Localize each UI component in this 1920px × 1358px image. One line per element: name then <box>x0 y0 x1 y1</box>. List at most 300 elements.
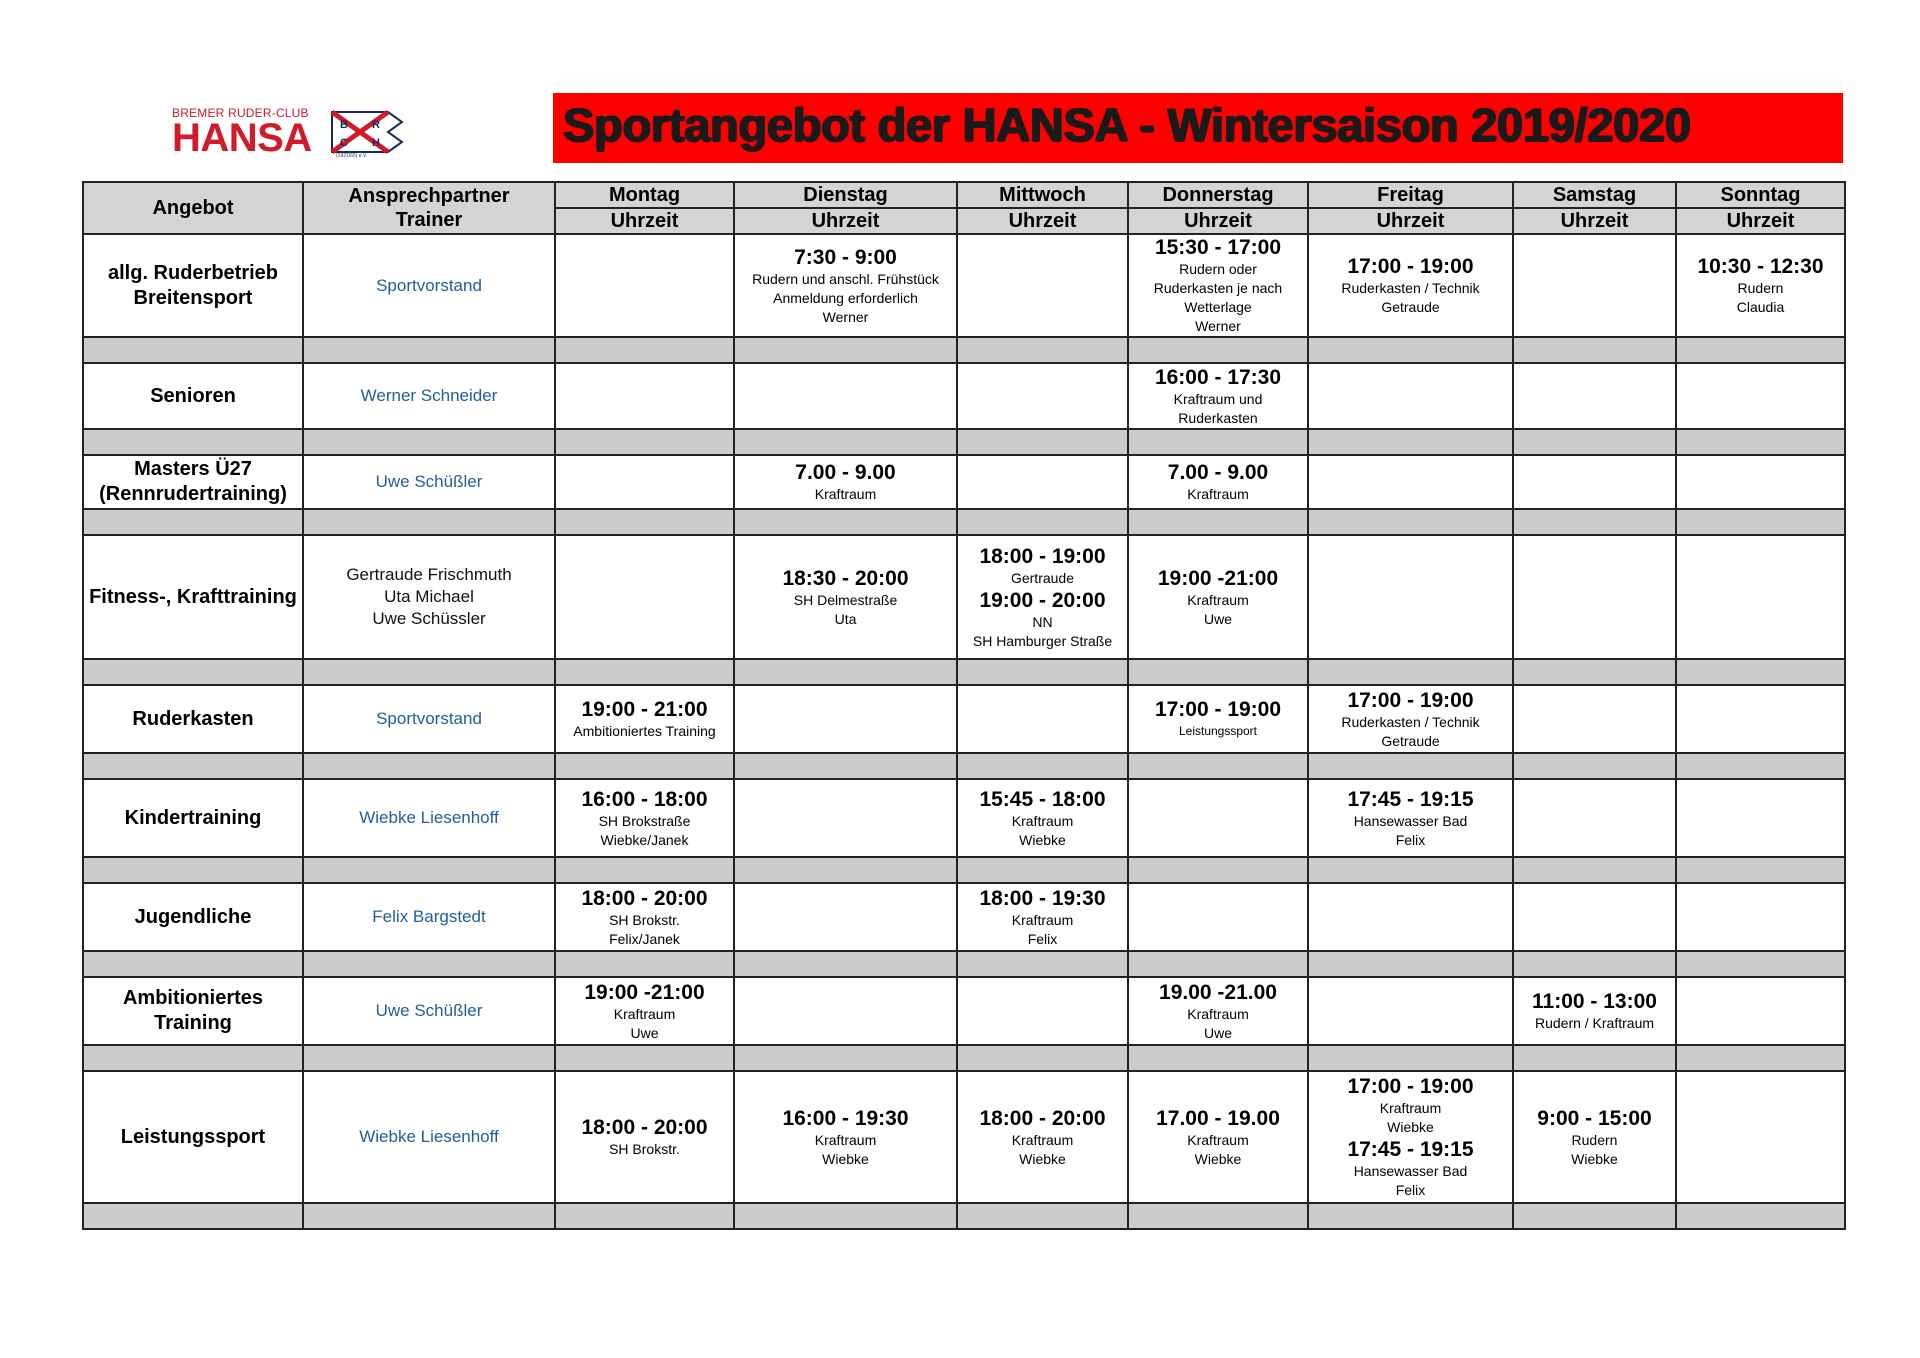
slot-cell-donnerstag <box>1128 1071 1308 1203</box>
separator-cell <box>1513 429 1676 455</box>
slot-cell-samstag <box>1513 883 1676 951</box>
slot-detail: Werner <box>822 308 869 325</box>
header-day-montag: Montag <box>555 182 734 208</box>
separator-cell <box>1128 951 1308 977</box>
separator-cell <box>303 753 555 779</box>
separator-cell <box>303 429 555 455</box>
slot-cell-mittwoch <box>957 883 1128 951</box>
separator-cell <box>957 1045 1128 1071</box>
table-row <box>83 1071 1845 1203</box>
svg-text:R: R <box>372 119 380 131</box>
table-row <box>83 685 1845 753</box>
slot-cell-mittwoch <box>957 685 1128 753</box>
separator-cell <box>1513 951 1676 977</box>
time-slot <box>1309 1074 1512 1137</box>
trainer-cell: Wiebke Liesenhoff <box>303 779 555 857</box>
slot-detail: Kraftraum <box>1187 486 1249 502</box>
separator-row <box>83 1045 1845 1071</box>
slot-time: 16:00 - 17:30 <box>1154 365 1282 389</box>
separator-cell <box>1308 337 1513 363</box>
separator-cell <box>1128 337 1308 363</box>
header-day-samstag: Samstag <box>1513 182 1676 208</box>
time-slot <box>556 787 733 850</box>
separator-cell <box>303 1045 555 1071</box>
slot-time: 18:00 - 19:00 <box>979 544 1106 568</box>
time-slot <box>1129 697 1307 741</box>
category-cell: Kindertraining <box>83 779 303 857</box>
category-cell: Jugendliche <box>83 883 303 951</box>
slot-time: 19:00 -21:00 <box>1157 566 1279 590</box>
trainer-cell: Werner Schneider <box>303 363 555 429</box>
slot-detail: Felix <box>1395 1182 1426 1198</box>
slot-time: 7.00 - 9.00 <box>1167 461 1269 484</box>
slot-detail: Wiebke <box>1387 1119 1434 1135</box>
separator-cell <box>1128 509 1308 535</box>
slot-detail: Ruderkasten <box>1178 409 1258 426</box>
time-slot <box>958 1106 1127 1169</box>
separator-cell <box>83 659 303 685</box>
slot-cell-montag <box>555 234 734 337</box>
slot-cell-samstag <box>1513 1071 1676 1203</box>
separator-cell <box>83 429 303 455</box>
separator-cell <box>1513 1203 1676 1229</box>
separator-cell <box>555 337 734 363</box>
slot-cell-dienstag <box>734 685 957 753</box>
slot-cell-freitag <box>1308 779 1513 857</box>
table-row <box>83 234 1845 337</box>
time-slot <box>1129 460 1307 504</box>
slot-detail: Rudern <box>1571 1131 1618 1148</box>
separator-cell <box>1308 1203 1513 1229</box>
slot-time: 7:30 - 9:00 <box>794 245 897 269</box>
slot-detail: Kraftraum <box>1187 1005 1249 1022</box>
separator-cell <box>1128 1203 1308 1229</box>
slot-cell-montag <box>555 363 734 429</box>
category-cell: Senioren <box>83 363 303 429</box>
slot-detail: Kraftraum und <box>1173 390 1263 407</box>
slot-detail: Wiebke/Janek <box>600 831 689 848</box>
time-slot <box>1309 688 1512 751</box>
slot-cell-donnerstag <box>1128 535 1308 659</box>
separator-cell <box>1676 429 1845 455</box>
slot-time: 18:00 - 20:00 <box>581 1116 708 1139</box>
slot-detail: Werner <box>1195 318 1241 334</box>
separator-row <box>83 509 1845 535</box>
slot-detail: Ambitioniertes Training <box>573 723 716 739</box>
slot-cell-dienstag <box>734 1071 957 1203</box>
slot-cell-donnerstag <box>1128 455 1308 509</box>
slot-detail: Uwe <box>630 1024 659 1041</box>
separator-cell <box>555 429 734 455</box>
separator-cell <box>1676 951 1845 977</box>
category-cell: Fitness-, Krafttraining <box>83 535 303 659</box>
separator-cell <box>303 659 555 685</box>
time-slot <box>1129 235 1307 336</box>
header-uhrzeit: Uhrzeit <box>1128 208 1308 234</box>
separator-cell <box>1513 753 1676 779</box>
slot-time: 17:45 - 19:15 <box>1347 1138 1474 1161</box>
slot-time: 19:00 - 21:00 <box>581 698 708 721</box>
header-uhrzeit: Uhrzeit <box>734 208 957 234</box>
slot-time: 18:00 - 19:30 <box>979 886 1106 910</box>
separator-cell <box>303 337 555 363</box>
separator-cell <box>957 753 1128 779</box>
separator-row <box>83 337 1845 363</box>
slot-cell-donnerstag <box>1128 779 1308 857</box>
slot-cell-mittwoch <box>957 234 1128 337</box>
separator-cell <box>734 1045 957 1071</box>
time-slot <box>1129 566 1307 629</box>
trainer-cell: Wiebke Liesenhoff <box>303 1071 555 1203</box>
slot-cell-montag <box>555 535 734 659</box>
slot-detail: Wiebke <box>1019 1150 1066 1167</box>
separator-cell <box>555 951 734 977</box>
slot-cell-mittwoch <box>957 535 1128 659</box>
slot-cell-sonntag <box>1676 455 1845 509</box>
separator-cell <box>1513 857 1676 883</box>
separator-row <box>83 429 1845 455</box>
separator-cell <box>734 753 957 779</box>
slot-cell-montag <box>555 883 734 951</box>
time-slot <box>1129 1106 1307 1169</box>
slot-cell-mittwoch <box>957 779 1128 857</box>
header-uhrzeit: Uhrzeit <box>1308 208 1513 234</box>
time-slot <box>1514 989 1675 1033</box>
separator-cell <box>734 509 957 535</box>
slot-time: 17:00 - 19:00 <box>1347 688 1474 712</box>
table-row <box>83 535 1845 659</box>
category-cell: Masters Ü27 (Rennrudertraining) <box>83 455 303 509</box>
separator-cell <box>957 1203 1128 1229</box>
slot-detail: SH Delmestraße <box>793 591 898 608</box>
slot-detail: SH Hamburger Straße <box>972 632 1113 649</box>
separator-cell <box>1676 753 1845 779</box>
slot-cell-sonntag <box>1676 977 1845 1045</box>
slot-cell-sonntag <box>1676 685 1845 753</box>
slot-detail: Kraftraum <box>814 1131 877 1148</box>
slot-cell-freitag <box>1308 977 1513 1045</box>
slot-detail: Felix <box>1027 930 1058 947</box>
separator-cell <box>1676 659 1845 685</box>
slot-cell-dienstag <box>734 883 957 951</box>
header-angebot: Angebot <box>83 182 303 234</box>
slot-time: 18:00 - 20:00 <box>979 1106 1106 1130</box>
slot-cell-dienstag <box>734 234 957 337</box>
slot-cell-freitag <box>1308 363 1513 429</box>
separator-cell <box>734 951 957 977</box>
header-uhrzeit: Uhrzeit <box>957 208 1128 234</box>
separator-cell <box>1128 857 1308 883</box>
separator-cell <box>1128 429 1308 455</box>
slot-cell-mittwoch <box>957 363 1128 429</box>
trainer-cell: Sportvorstand <box>303 234 555 337</box>
slot-detail: Gertraude <box>1010 569 1075 586</box>
separator-cell <box>555 857 734 883</box>
svg-text:C: C <box>340 137 348 149</box>
slot-time: 17:00 - 19:00 <box>1154 698 1282 721</box>
slot-cell-freitag <box>1308 883 1513 951</box>
separator-cell <box>957 951 1128 977</box>
slot-detail: SH Brokstr. <box>609 911 680 928</box>
club-flag-icon <box>330 108 404 158</box>
separator-cell <box>1308 659 1513 685</box>
slot-cell-montag <box>555 977 734 1045</box>
slot-detail: Hansewasser Bad <box>1353 1163 1468 1179</box>
slot-detail: Uta <box>834 610 857 627</box>
separator-cell <box>83 857 303 883</box>
slot-detail: Kraftraum <box>1011 1131 1074 1148</box>
slot-cell-donnerstag <box>1128 685 1308 753</box>
time-slot <box>958 544 1127 588</box>
separator-cell <box>555 509 734 535</box>
category-cell: Ambitioniertes Training <box>83 977 303 1045</box>
slot-detail: NN <box>1032 613 1053 630</box>
time-slot <box>556 1115 733 1159</box>
separator-row <box>83 1203 1845 1229</box>
slot-cell-donnerstag <box>1128 363 1308 429</box>
separator-cell <box>1308 429 1513 455</box>
slot-cell-samstag <box>1513 535 1676 659</box>
slot-cell-donnerstag <box>1128 977 1308 1045</box>
slot-cell-samstag <box>1513 977 1676 1045</box>
slot-cell-sonntag <box>1676 535 1845 659</box>
separator-cell <box>734 857 957 883</box>
svg-text:(1921/65) e.V.: (1921/65) e.V. <box>336 153 368 158</box>
trainer-cell: Felix Bargstedt <box>303 883 555 951</box>
slot-detail: Ruderkasten je nach <box>1153 280 1283 296</box>
slot-cell-dienstag <box>734 977 957 1045</box>
slot-cell-sonntag <box>1676 234 1845 337</box>
separator-cell <box>734 1203 957 1229</box>
slot-detail: Uwe <box>1203 610 1232 627</box>
slot-cell-samstag <box>1513 234 1676 337</box>
time-slot <box>1677 254 1844 317</box>
slot-time: 17:45 - 19:15 <box>1347 787 1474 811</box>
table-row <box>83 363 1845 429</box>
separator-cell <box>83 1045 303 1071</box>
separator-cell <box>1676 337 1845 363</box>
slot-time: 7.00 - 9.00 <box>795 461 896 484</box>
slot-cell-samstag <box>1513 685 1676 753</box>
separator-cell <box>1676 857 1845 883</box>
time-slot <box>1309 787 1512 850</box>
separator-cell <box>957 857 1128 883</box>
separator-row <box>83 857 1845 883</box>
club-logo <box>172 106 412 162</box>
slot-detail: Getraude <box>1381 299 1440 315</box>
slot-cell-samstag <box>1513 779 1676 857</box>
table-row <box>83 779 1845 857</box>
trainer-cell: Uwe Schüßler <box>303 977 555 1045</box>
slot-detail: Ruderkasten / Technik <box>1341 280 1480 296</box>
separator-cell <box>1676 1203 1845 1229</box>
slot-cell-freitag <box>1308 234 1513 337</box>
separator-row <box>83 753 1845 779</box>
slot-cell-freitag <box>1308 455 1513 509</box>
svg-text:B: B <box>340 119 348 131</box>
header-day-freitag: Freitag <box>1308 182 1513 208</box>
slot-time: 9:00 - 15:00 <box>1537 1106 1652 1130</box>
separator-cell <box>734 659 957 685</box>
time-slot <box>1309 1137 1512 1200</box>
slot-detail: Ruderkasten / Technik <box>1341 713 1480 730</box>
slot-detail: Rudern / Kraftraum <box>1534 1015 1655 1031</box>
separator-row <box>83 659 1845 685</box>
slot-time: 18:00 - 20:00 <box>581 886 708 910</box>
time-slot <box>1129 365 1307 428</box>
slot-cell-montag <box>555 685 734 753</box>
slot-cell-dienstag <box>734 363 957 429</box>
slot-detail: Kraftraum <box>1187 591 1249 608</box>
category-cell: Leistungssport <box>83 1071 303 1203</box>
slot-time: 19:00 -21:00 <box>584 980 705 1004</box>
header-uhrzeit: Uhrzeit <box>1513 208 1676 234</box>
page-title: Sportangebot der HANSA - Wintersaison 2019/2020 <box>563 98 1691 151</box>
separator-cell <box>1308 1045 1513 1071</box>
slot-detail: Wetterlage <box>1184 299 1252 315</box>
slot-time: 17:00 - 19:00 <box>1347 255 1474 278</box>
slot-cell-mittwoch <box>957 455 1128 509</box>
time-slot <box>735 245 956 327</box>
header-uhrzeit: Uhrzeit <box>555 208 734 234</box>
separator-cell <box>1128 753 1308 779</box>
slot-detail: Kraftraum <box>613 1005 676 1022</box>
category-cell: Ruderkasten <box>83 685 303 753</box>
separator-cell <box>83 337 303 363</box>
slot-cell-montag <box>555 779 734 857</box>
separator-cell <box>1308 509 1513 535</box>
slot-cell-freitag <box>1308 535 1513 659</box>
separator-cell <box>1513 337 1676 363</box>
separator-cell <box>555 1203 734 1229</box>
slot-detail: Kraftraum <box>814 486 877 502</box>
separator-cell <box>1128 1045 1308 1071</box>
slot-detail: Claudia <box>1736 299 1785 315</box>
slot-cell-montag <box>555 455 734 509</box>
slot-time: 19:00 - 20:00 <box>979 588 1106 612</box>
header-trainer-line2: Trainer <box>395 209 463 231</box>
slot-cell-mittwoch <box>957 977 1128 1045</box>
trainer-cell: Sportvorstand <box>303 685 555 753</box>
trainer-cell: Uwe Schüßler <box>303 455 555 509</box>
header-row-days <box>83 182 1845 208</box>
slot-time: 17:00 - 19:00 <box>1347 1075 1474 1098</box>
slot-cell-dienstag <box>734 535 957 659</box>
separator-cell <box>1128 659 1308 685</box>
separator-cell <box>303 509 555 535</box>
separator-cell <box>303 951 555 977</box>
separator-row <box>83 951 1845 977</box>
logo-club-name: BREMER RUDER-CLUB <box>172 106 309 120</box>
time-slot <box>958 588 1127 651</box>
separator-cell <box>1308 753 1513 779</box>
slot-detail: Rudern <box>1737 280 1784 296</box>
slot-detail: SH Brokstr. <box>609 1141 680 1157</box>
category-cell: allg. Ruderbetrieb Breitensport <box>83 234 303 337</box>
separator-cell <box>1513 659 1676 685</box>
slot-detail: Rudern und anschl. Frühstück <box>752 270 939 287</box>
table-row <box>83 977 1845 1045</box>
slot-time: 17.00 - 19.00 <box>1156 1106 1280 1130</box>
time-slot <box>735 1106 956 1169</box>
slot-cell-sonntag <box>1676 363 1845 429</box>
title-banner <box>553 93 1843 163</box>
slot-cell-freitag <box>1308 1071 1513 1203</box>
slot-cell-dienstag <box>734 455 957 509</box>
time-slot <box>958 886 1127 949</box>
slot-time: 18:30 - 20:00 <box>782 566 909 590</box>
separator-cell <box>83 951 303 977</box>
time-slot <box>958 787 1127 850</box>
separator-cell <box>957 337 1128 363</box>
slot-time: 11:00 - 13:00 <box>1532 990 1657 1013</box>
slot-detail: Wiebke <box>822 1150 869 1167</box>
separator-cell <box>303 1203 555 1229</box>
separator-cell <box>957 429 1128 455</box>
time-slot <box>1309 254 1512 317</box>
slot-cell-samstag <box>1513 363 1676 429</box>
header-day-sonntag: Sonntag <box>1676 182 1845 208</box>
slot-cell-samstag <box>1513 455 1676 509</box>
slot-detail: Kraftraum <box>1011 812 1074 829</box>
time-slot <box>556 697 733 741</box>
slot-detail: Kraftraum <box>1187 1131 1249 1148</box>
logo-hansa-text: HANSA <box>172 116 312 160</box>
header-day-mittwoch: Mittwoch <box>957 182 1128 208</box>
slot-cell-dienstag <box>734 779 957 857</box>
separator-cell <box>555 1045 734 1071</box>
time-slot <box>1514 1106 1675 1169</box>
slot-detail: Leistungssport <box>1178 724 1258 738</box>
separator-cell <box>303 857 555 883</box>
slot-detail: Wiebke <box>1019 831 1066 848</box>
slot-time: 15:30 - 17:00 <box>1154 236 1282 259</box>
header-uhrzeit: Uhrzeit <box>1676 208 1845 234</box>
time-slot <box>556 886 733 949</box>
separator-cell <box>83 1203 303 1229</box>
slot-detail: Hansewasser Bad <box>1353 812 1468 829</box>
schedule-table <box>82 181 1846 1230</box>
slot-detail: Felix <box>1395 831 1426 848</box>
table-row <box>83 883 1845 951</box>
time-slot <box>556 980 733 1043</box>
slot-time: 10:30 - 12:30 <box>1697 255 1824 278</box>
separator-cell <box>1676 509 1845 535</box>
slot-cell-donnerstag <box>1128 883 1308 951</box>
slot-detail: Getraude <box>1381 732 1440 749</box>
separator-cell <box>83 509 303 535</box>
time-slot <box>1129 980 1307 1043</box>
time-slot <box>735 460 956 504</box>
slot-cell-donnerstag <box>1128 234 1308 337</box>
schedule-body <box>83 234 1845 1229</box>
table-row <box>83 455 1845 509</box>
header-trainer-line1: Ansprechpartner <box>348 185 510 207</box>
slot-detail: Wiebke <box>1194 1150 1242 1167</box>
separator-cell <box>555 659 734 685</box>
slot-time: 16:00 - 18:00 <box>581 787 708 811</box>
slot-detail: Anmeldung erforderlich <box>773 289 918 306</box>
slot-time: 16:00 - 19:30 <box>782 1106 909 1130</box>
slot-cell-sonntag <box>1676 779 1845 857</box>
header-trainer <box>303 182 555 234</box>
slot-detail: Kraftraum <box>1379 1100 1442 1116</box>
slot-time: 19.00 -21.00 <box>1159 980 1277 1004</box>
separator-cell <box>734 429 957 455</box>
slot-cell-freitag <box>1308 685 1513 753</box>
slot-detail: Rudern oder <box>1179 261 1257 277</box>
separator-cell <box>734 337 957 363</box>
